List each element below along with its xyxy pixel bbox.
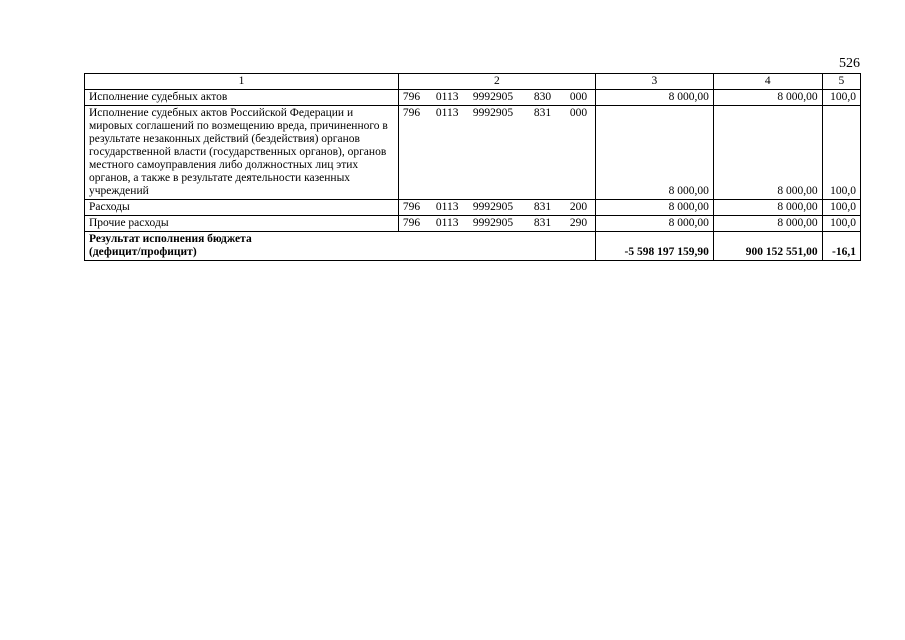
column-header-1: 1 <box>85 74 399 90</box>
code-part: 290 <box>569 217 588 229</box>
code-part: 796 <box>402 217 421 229</box>
column-3-value: 8 000,00 <box>595 216 713 232</box>
table-row <box>85 90 861 106</box>
column-3-value: 8 000,00 <box>595 200 713 216</box>
row-name: Исполнение судебных актов <box>85 90 399 106</box>
budget-result-label-line1: Результат исполнения бюджета <box>89 233 252 245</box>
column-number-header-row <box>85 74 861 90</box>
code-part: 0113 <box>435 91 459 103</box>
table-row <box>85 200 861 216</box>
table-row <box>85 106 861 200</box>
table-row <box>85 216 861 232</box>
column-header-5: 5 <box>822 74 860 90</box>
row-name: Прочие расходы <box>85 216 399 232</box>
code-part: 0113 <box>435 217 459 229</box>
column-header-4: 4 <box>713 74 822 90</box>
row-name: Исполнение судебных актов Российской Федерации и мировых соглашений по возмещению вреда, причиненного в результате незаконных действий (бездействия) органов государственной власти (государственных органов), органов местного самоуправления либо должностных лиц этих органов, а также в результате деятельности казенных учреждений <box>85 106 399 200</box>
code-part: 9992905 <box>472 217 514 229</box>
column-3-value: 8 000,00 <box>595 106 713 200</box>
budget-result-column-3: -5 598 197 159,90 <box>595 232 713 261</box>
code-part: 796 <box>402 201 421 213</box>
code-part: 830 <box>533 91 552 103</box>
budget-result-column-4: 900 152 551,00 <box>713 232 822 261</box>
code-part: 9992905 <box>472 91 514 103</box>
code-part: 200 <box>569 201 588 213</box>
code-part: 831 <box>533 201 552 213</box>
column-header-3: 3 <box>595 74 713 90</box>
column-header-2: 2 <box>398 74 595 90</box>
code-part: 000 <box>569 91 588 103</box>
column-5-value: 100,0 <box>822 106 860 200</box>
budget-result-column-5: -16,1 <box>822 232 860 261</box>
code-part: 0113 <box>435 201 459 213</box>
code-part: 796 <box>402 107 421 119</box>
budget-classification-code <box>398 200 595 216</box>
budget-classification-code <box>398 106 595 200</box>
column-5-value: 100,0 <box>822 200 860 216</box>
budget-classification-code <box>398 216 595 232</box>
budget-execution-table <box>84 73 861 261</box>
code-part: 000 <box>569 107 588 119</box>
budget-result-row <box>85 232 861 261</box>
code-part: 9992905 <box>472 107 514 119</box>
code-part: 831 <box>533 217 552 229</box>
budget-classification-code <box>398 90 595 106</box>
page-number: 526 <box>839 56 860 71</box>
column-4-value: 8 000,00 <box>713 216 822 232</box>
budget-result-label-line2: (дефицит/профицит) <box>89 246 197 258</box>
row-name: Расходы <box>85 200 399 216</box>
code-part: 0113 <box>435 107 459 119</box>
budget-result-label <box>85 232 596 261</box>
code-part: 9992905 <box>472 201 514 213</box>
code-part: 831 <box>533 107 552 119</box>
column-4-value: 8 000,00 <box>713 90 822 106</box>
column-4-value: 8 000,00 <box>713 106 822 200</box>
column-5-value: 100,0 <box>822 90 860 106</box>
column-3-value: 8 000,00 <box>595 90 713 106</box>
column-4-value: 8 000,00 <box>713 200 822 216</box>
column-5-value: 100,0 <box>822 216 860 232</box>
code-part: 796 <box>402 91 421 103</box>
